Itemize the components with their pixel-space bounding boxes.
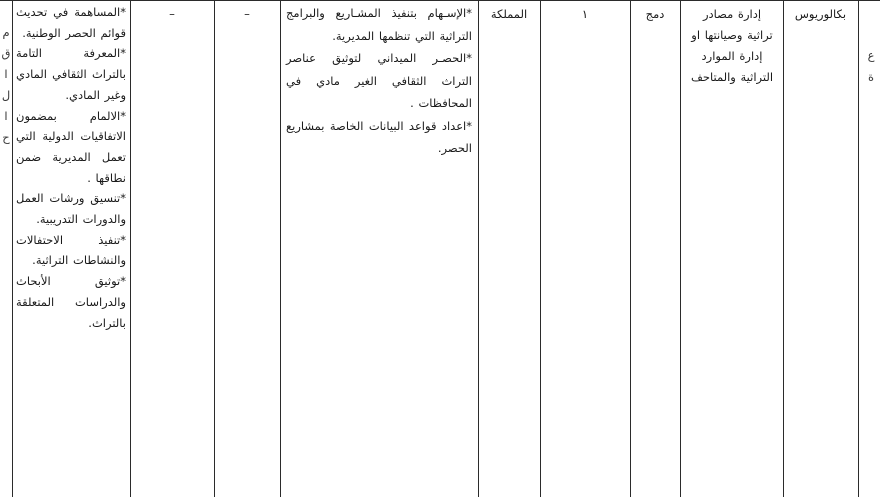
left-edge-fragments bbox=[0, 22, 12, 148]
column-divider bbox=[858, 0, 859, 497]
edge-fragment: ح bbox=[2, 130, 10, 144]
column-divider bbox=[478, 0, 479, 497]
edge-fragment: ع bbox=[867, 48, 875, 62]
right-edge-fragments bbox=[862, 44, 880, 88]
skill-item: *المعرفة التامة بالتراث الثقافي المادي وغير المادي. bbox=[16, 46, 126, 102]
cell-count: ١ bbox=[581, 7, 589, 21]
edge-fragment: ق bbox=[1, 46, 11, 60]
column-divider bbox=[214, 0, 215, 497]
column-divider bbox=[783, 0, 784, 497]
edge-fragment: ة bbox=[867, 70, 875, 84]
column-divider bbox=[680, 0, 681, 497]
skill-item: *الالمام بمضمون الاتفاقيات الدولية التي تعمل المديرية ضمن نطاقها . bbox=[16, 108, 126, 185]
skill-item: *تنفيذ الاحتفالات والنشاطات التراثية. bbox=[16, 232, 126, 268]
edge-fragment: ا bbox=[4, 109, 8, 123]
duty-item: *الحصـر الميداني لتوثيق عناصر التراث الثقافي الغير مادي في المحافظات . bbox=[286, 51, 472, 110]
column-divider bbox=[540, 0, 541, 497]
table-top-border bbox=[0, 0, 880, 1]
cell-location: المملكة bbox=[490, 7, 528, 21]
edge-fragment: م bbox=[2, 25, 10, 39]
cell-dash: – bbox=[244, 7, 250, 21]
skill-item: *تنسيق ورشات العمل والدورات التدريبية. bbox=[16, 191, 126, 227]
column-divider bbox=[630, 0, 631, 497]
skill-item: *توثيق الأبحاث والدراسات المتعلقة بالتراث. bbox=[16, 274, 126, 330]
duty-item: *الإسـهام بتنفيذ المشـاريع والبرامج التراثية التي تنظمها المديرية. bbox=[286, 6, 472, 43]
column-divider bbox=[130, 0, 131, 497]
cell-duties bbox=[286, 2, 472, 160]
cell-qualification: بكالوريوس bbox=[794, 7, 847, 21]
duty-item: *اعداد قواعد البيانات الخاصة بمشاريع الحصر. bbox=[286, 118, 472, 155]
column-divider bbox=[280, 0, 281, 497]
cell-merge: دمج bbox=[645, 7, 665, 21]
cell-skills bbox=[16, 2, 126, 333]
column-divider bbox=[12, 0, 13, 497]
cell-dash: – bbox=[169, 7, 175, 21]
edge-fragment: ل bbox=[1, 88, 11, 102]
edge-fragment: ا bbox=[4, 67, 8, 81]
cell-tasks: إدارة مصادر تراثية وصيانتها او إدارة الموارد التراثية والمتاحف bbox=[690, 7, 774, 84]
skill-item: *المساهمة في تحديث قوائم الحصر الوطنية. bbox=[16, 5, 126, 40]
